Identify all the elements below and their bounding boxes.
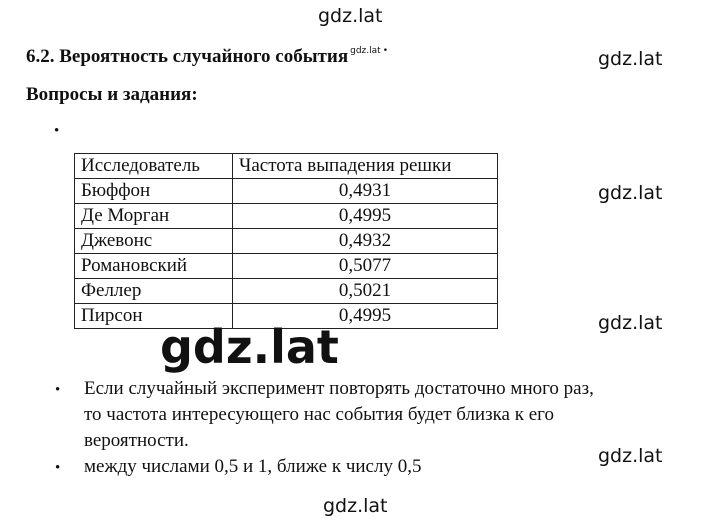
table-cell-frequency: 0,4931 [233,179,498,204]
bullet-1: • [54,123,60,139]
answer-paragraph-2: между числами 0,5 и 1, ближе к числу 0,5 [84,456,422,477]
table-cell-researcher: Джевонс [75,229,233,254]
bullet-2: • [55,382,61,398]
table-cell-researcher: Пирсон [75,304,233,329]
table-cell-frequency: 0,4995 [233,304,498,329]
answer-1-line-3: вероятности. [84,430,189,451]
table-cell-frequency: 0,5021 [233,279,498,304]
watermark-right-3: gdz.lat [598,312,663,334]
table-cell-researcher: Феллер [75,279,233,304]
watermark-right-2: gdz.lat [598,182,663,204]
coin-frequency-table [74,153,498,329]
section-heading-text: 6.2. Вероятность случайного события [26,46,349,67]
table-row [75,204,498,229]
table-cell-researcher: Бюффон [75,179,233,204]
table-header-frequency: Частота выпадения решки [233,154,498,179]
watermark-top: gdz.lat [318,5,383,27]
heading-dot: • [382,46,388,56]
questions-heading: Вопросы и задания: [26,84,198,105]
answer-1-line-1: Если случайный эксперимент повторять достаточно много раз, [84,378,594,399]
answer-paragraph-1 [84,376,594,454]
table-row [75,179,498,204]
answer-1-line-2: то частота интересующего нас события будет близка к его [84,404,554,425]
watermark-bottom: gdz.lat [323,495,388,517]
table-cell-frequency: 0,4932 [233,229,498,254]
section-heading [26,46,388,68]
table-header-row [75,154,498,179]
table-cell-researcher: Романовский [75,254,233,279]
watermark-large: gdz.lat [160,320,339,374]
watermark-right-1: gdz.lat [598,48,663,70]
watermark-heading-sup: gdz.lat [350,46,381,56]
table-header-researcher: Исследователь [75,154,233,179]
table-cell-frequency: 0,4995 [233,204,498,229]
table-row [75,254,498,279]
table-cell-researcher: Де Морган [75,204,233,229]
table-row [75,229,498,254]
table-cell-frequency: 0,5077 [233,254,498,279]
bullet-3: • [55,460,61,476]
table-row [75,279,498,304]
watermark-right-4: gdz.lat [598,445,663,467]
